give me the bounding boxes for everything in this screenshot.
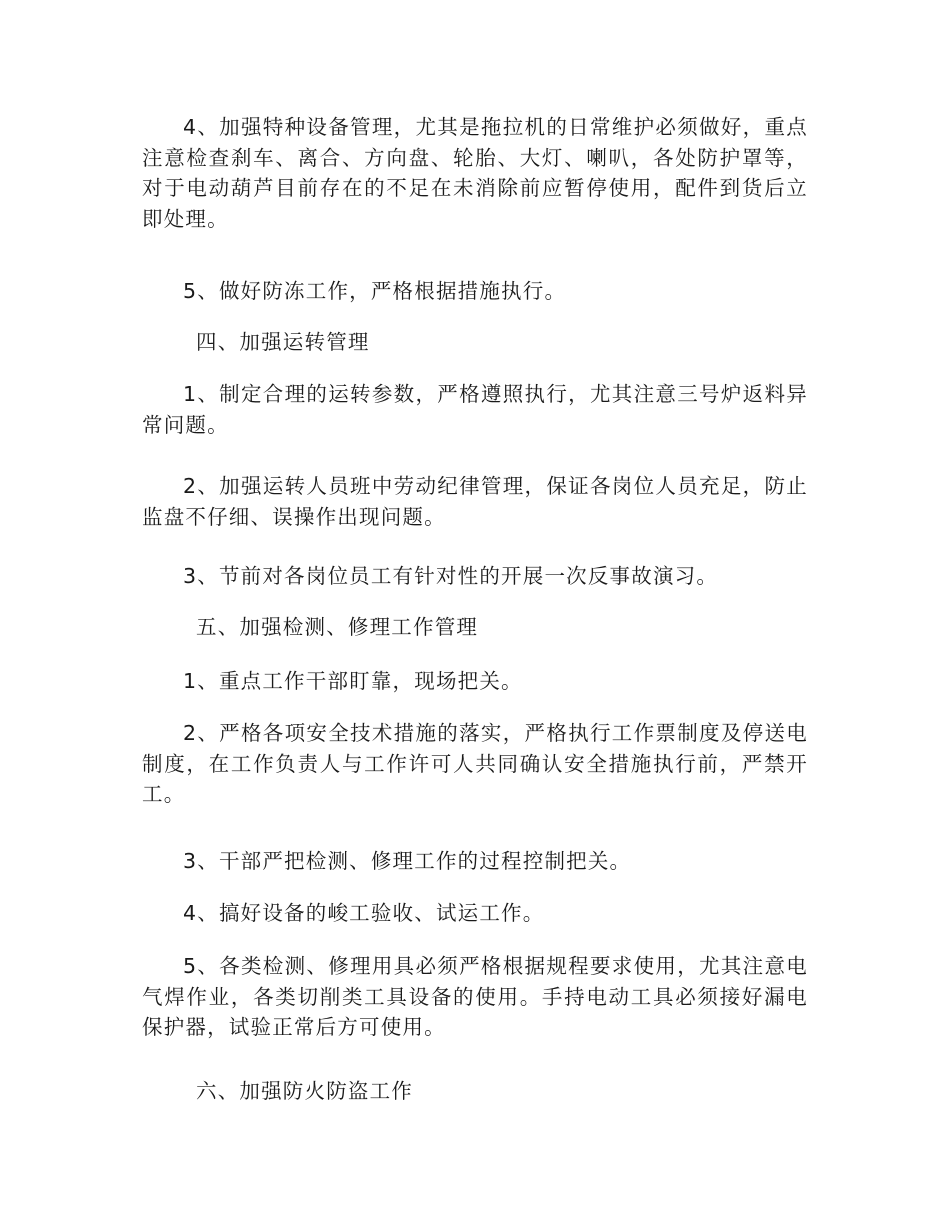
paragraph-labor-discipline: 2、加强运转人员班中劳动纪律管理，保证各岗位人员充足，防止监盘不仔细、误操作出现问题。 bbox=[142, 474, 808, 529]
paragraph-operation-params: 1、制定合理的运转参数，严格遵照执行，尤其注意三号炉返料异常问题。 bbox=[142, 382, 808, 437]
section-heading-operation: 四、加强运转管理 bbox=[196, 330, 370, 354]
paragraph-antifreeze: 5、做好防冻工作，严格根据措施执行。 bbox=[183, 279, 567, 303]
paragraph-acceptance: 4、搞好设备的峻工验收、试运工作。 bbox=[183, 901, 545, 925]
paragraph-drill: 3、节前对各岗位员工有针对性的开展一次反事故演习。 bbox=[183, 564, 719, 588]
paragraph-special-equipment: 4、加强特种设备管理，尤其是拖拉机的日常维护必须做好，重点注意检查刹车、离合、方向盘、轮胎、大灯、喇叭，各处防护罩等，对于电动葫芦目前存在的不足在未消除前应暂停使用，配件到货后立即处理。 bbox=[142, 115, 808, 231]
paragraph-cadre-supervision: 1、重点工作干部盯靠，现场把关。 bbox=[183, 669, 523, 693]
section-heading-maintenance: 五、加强检测、修理工作管理 bbox=[196, 615, 479, 639]
paragraph-process-control: 3、干部严把检测、修理工作的过程控制把关。 bbox=[183, 849, 632, 873]
section-heading-fire-theft: 六、加强防火防盗工作 bbox=[196, 1079, 413, 1103]
paragraph-safety-measures: 2、严格各项安全技术措施的落实，严格执行工作票制度及停送电制度，在工作负责人与工作许可人共同确认安全措施执行前，严禁开工。 bbox=[142, 721, 808, 806]
paragraph-tools-usage: 5、各类检测、修理用具必须严格根据规程要求使用，尤其注意电气焊作业，各类切削类工具设备的使用。手持电动工具必须接好漏电保护器，试验正常后方可使用。 bbox=[142, 954, 808, 1039]
